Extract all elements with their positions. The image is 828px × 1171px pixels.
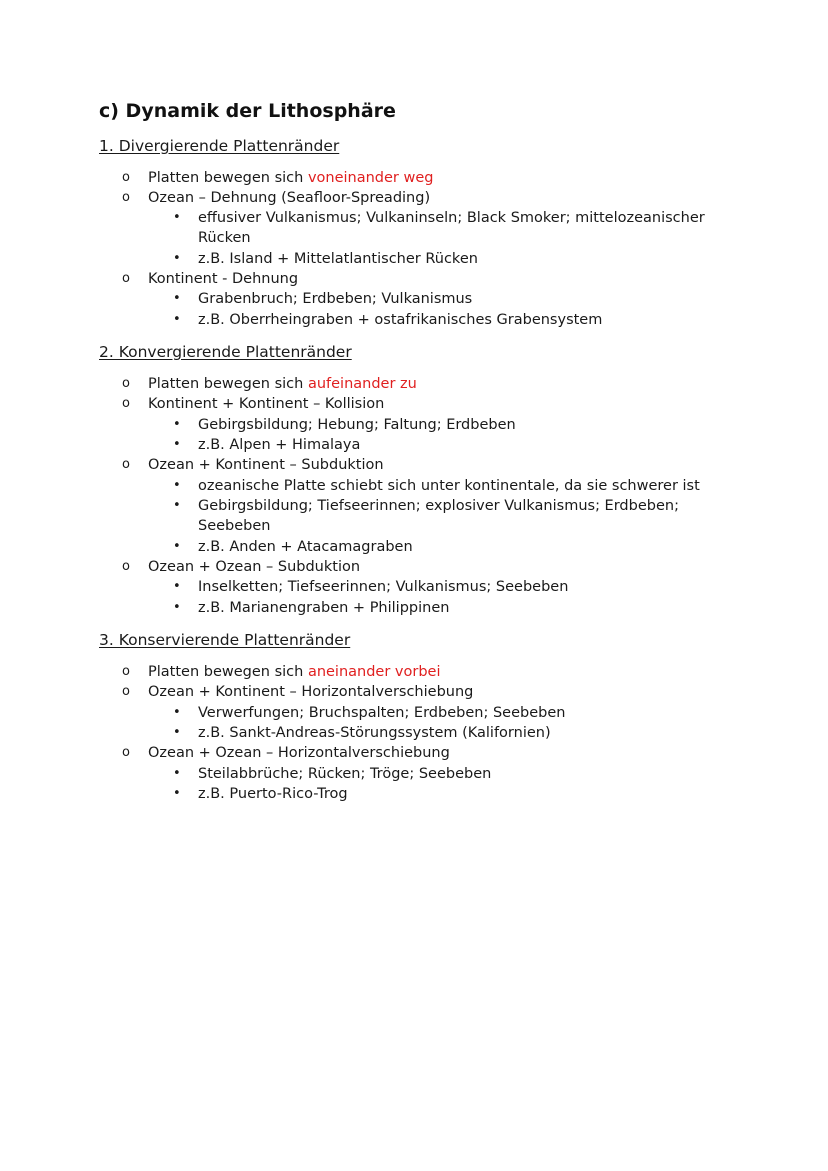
sub-list-item-continuation: Seebeben (198, 518, 271, 534)
circle-bullet-icon: o (122, 271, 130, 286)
sub-list-item: Gebirgsbildung; Tiefseerinnen; explosiver Vulkanismus; Erdbeben; (198, 498, 679, 514)
bullet-icon: • (173, 498, 181, 513)
list-item: Ozean + Kontinent – Subduktion (148, 457, 384, 473)
circle-bullet-icon: o (122, 457, 130, 472)
sub-list-item: z.B. Island + Mittelatlantischer Rücken (198, 251, 478, 267)
highlight-text: aufeinander zu (307, 376, 417, 392)
sub-list-item-continuation: Rücken (198, 230, 251, 246)
section-heading-convergent: 2. Konvergierende Plattenränder (99, 343, 352, 361)
sub-list-item: z.B. Marianengraben + Philippinen (198, 600, 450, 616)
bullet-icon: • (173, 766, 181, 781)
bullet-icon: • (173, 539, 181, 554)
sub-list-item: Steilabbrüche; Rücken; Tröge; Seebeben (198, 766, 492, 782)
list-item: Platten bewegen sich voneinander weg (148, 170, 434, 186)
bullet-icon: • (173, 210, 181, 225)
list-item: Ozean – Dehnung (Seafloor-Spreading) (148, 190, 431, 206)
circle-bullet-icon: o (122, 170, 130, 185)
list-item: Ozean + Ozean – Horizontalverschiebung (148, 745, 450, 761)
sub-list-item: z.B. Sankt-Andreas-Störungssystem (Kalifornien) (198, 725, 551, 741)
circle-bullet-icon: o (122, 664, 130, 679)
list-item: Platten bewegen sich aufeinander zu (148, 376, 417, 392)
circle-bullet-icon: o (122, 684, 130, 699)
section-heading-conservative: 3. Konservierende Plattenränder (99, 631, 351, 649)
sub-list-item: z.B. Alpen + Himalaya (198, 437, 361, 453)
list-item: Ozean + Kontinent – Horizontalverschiebung (148, 684, 474, 700)
bullet-icon: • (173, 437, 181, 452)
sub-list-item: effusiver Vulkanismus; Vulkaninseln; Black Smoker; mittelozeanischer (198, 210, 705, 226)
sub-list-item: Verwerfungen; Bruchspalten; Erdbeben; Seebeben (198, 705, 566, 721)
section-heading-divergent: 1. Divergierende Plattenränder (99, 137, 340, 155)
circle-bullet-icon: o (122, 376, 130, 391)
sub-list-item: Gebirgsbildung; Hebung; Faltung; Erdbeben (198, 417, 516, 433)
circle-bullet-icon: o (122, 190, 130, 205)
bullet-icon: • (173, 312, 181, 327)
list-item: Kontinent - Dehnung (148, 271, 299, 287)
list-item: Ozean + Ozean – Subduktion (148, 559, 361, 575)
bullet-icon: • (173, 291, 181, 306)
bullet-icon: • (173, 579, 181, 594)
sub-list-item: Inselketten; Tiefseerinnen; Vulkanismus; Seebeben (198, 579, 569, 595)
highlight-text: voneinander weg (307, 170, 434, 186)
sub-list-item: z.B. Oberrheingraben + ostafrikanisches Grabensystem (198, 312, 603, 328)
circle-bullet-icon: o (122, 559, 130, 574)
bullet-icon: • (173, 705, 181, 720)
sub-list-item: z.B. Anden + Atacamagraben (198, 539, 413, 555)
bullet-icon: • (173, 786, 181, 801)
page-title: c) Dynamik der Lithosphäre (99, 100, 396, 122)
circle-bullet-icon: o (122, 396, 130, 411)
list-item: Platten bewegen sich aneinander vorbei (148, 664, 441, 680)
sub-list-item: z.B. Puerto-Rico-Trog (198, 786, 348, 802)
highlight-text: aneinander vorbei (307, 664, 441, 680)
list-item: Kontinent + Kontinent – Kollision (148, 396, 385, 412)
bullet-icon: • (173, 600, 181, 615)
bullet-icon: • (173, 478, 181, 493)
bullet-icon: • (173, 417, 181, 432)
circle-bullet-icon: o (122, 745, 130, 760)
bullet-icon: • (173, 251, 181, 266)
sub-list-item: ozeanische Platte schiebt sich unter kontinentale, da sie schwerer ist (198, 478, 700, 494)
sub-list-item: Grabenbruch; Erdbeben; Vulkanismus (198, 291, 473, 307)
bullet-icon: • (173, 725, 181, 740)
